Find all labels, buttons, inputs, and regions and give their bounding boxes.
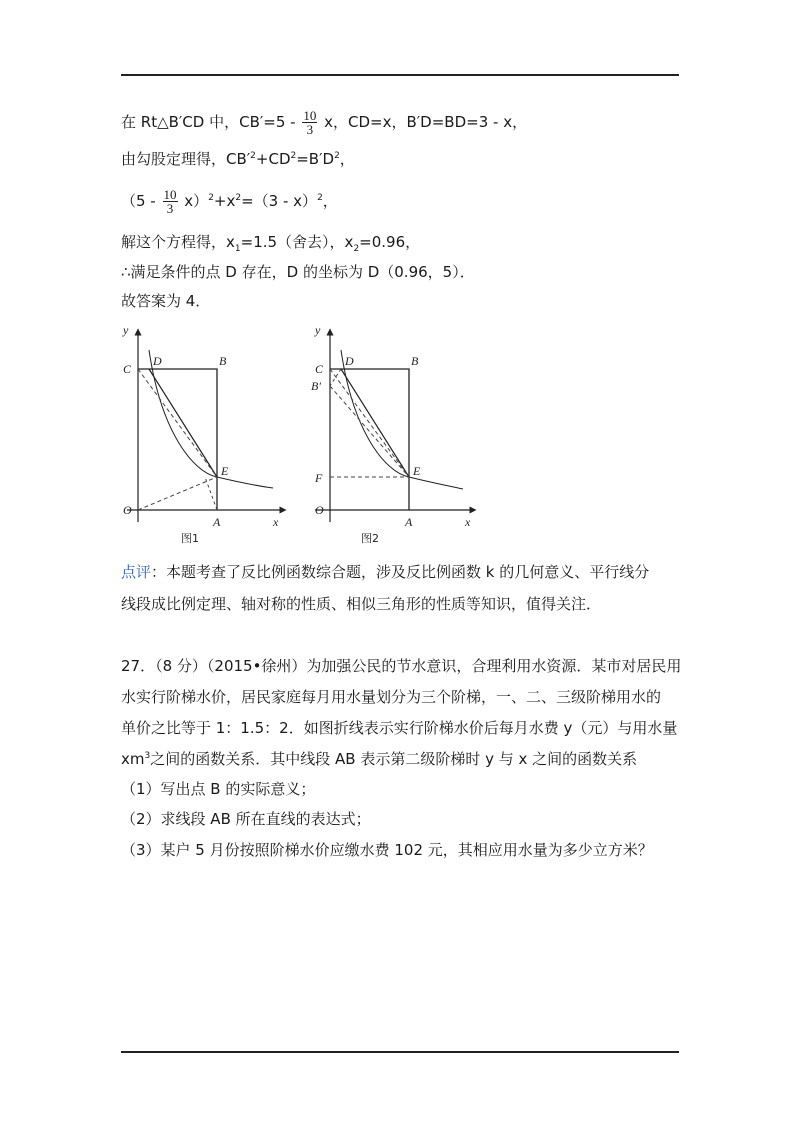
label-x: x (465, 515, 471, 529)
problem-line-2: 水实行阶梯水价，居民家庭每月用水量划分为三个阶梯，一、二、三级阶梯用水的 (121, 688, 662, 706)
exponent: 3 (144, 751, 151, 761)
solution-line-1-part-b: x，CD=x，B′D=BD=3 - x， (324, 113, 528, 131)
question-1: （1）写出点 B 的实际意义； (121, 780, 316, 798)
subscript: 2 (353, 244, 360, 254)
solution-line-2-part-a: 由勾股定理得，CB′ (121, 150, 251, 168)
solution-line-3-part-b: x） (184, 192, 209, 210)
label-a: A (213, 515, 221, 529)
figure-1 (113, 322, 293, 550)
problem-line-1: 27．（8 分）（2015•徐州）为加强公民的节水意识，合理利用水资源．某市对居民用 (121, 657, 682, 675)
question-3: （3）某户 5 月份按照阶梯水价应缴水费 102 元，其相应用水量为多少立方米？ (121, 841, 653, 859)
solution-line-3-part-e: ， (322, 192, 338, 210)
solution-line-4-part-c: =0.96， (359, 233, 421, 251)
figure-2 (301, 322, 481, 550)
dashed-b-prime-e (330, 386, 409, 477)
problem-line-3: 单价之比等于 1：1.5：2．如图折线表示实行阶梯水价后每月水费 y（元）与用水量 (121, 719, 678, 737)
solution-line-2-part-c: =B′D (296, 150, 335, 168)
subscript: 1 (234, 244, 241, 254)
fraction-10-over-3 (163, 188, 178, 215)
dashed-ce (138, 369, 217, 477)
exponent: 2 (235, 193, 242, 203)
dashed-ae (205, 477, 217, 510)
problem-line-4 (121, 749, 637, 769)
solution-line-4-part-a: 解这个方程得，x (121, 233, 235, 251)
solution-line-3-part-a: （5 - (121, 192, 156, 210)
label-y: y (123, 323, 129, 337)
label-a: A (405, 515, 413, 529)
solution-line-2 (121, 149, 355, 169)
exponent: 2 (334, 151, 340, 161)
label-b-prime: B′ (311, 379, 321, 393)
segment-de (341, 369, 409, 477)
solution-line-4-part-b: =1.5（舍去），x (240, 233, 354, 251)
label-y: y (315, 323, 321, 337)
label-o: O (123, 503, 132, 517)
comment-label: 点评 (121, 563, 152, 581)
comment-line-2: 线段成比例定理、轴对称的性质、相似三角形的性质等知识，值得关注． (121, 595, 602, 613)
label-b: B (411, 354, 419, 368)
label-c: C (315, 362, 324, 376)
problem-line-4-part-b: 之间的函数关系．其中线段 AB 表示第二级阶梯时 y 与 x 之间的函数关系 (150, 750, 638, 768)
label-b: B (219, 354, 227, 368)
exponent: 2 (317, 193, 323, 203)
solution-line-3 (121, 188, 338, 215)
footer-rule (121, 1051, 679, 1053)
problem-line-4-part-a: xm (121, 750, 145, 768)
solution-line-3-part-d: =（3 - x） (241, 192, 318, 210)
rectangle-ocba (138, 369, 217, 510)
label-c: C (123, 362, 132, 376)
fraction-denominator: 3 (166, 201, 174, 216)
label-e: E (413, 464, 421, 478)
header-rule (121, 74, 679, 76)
comment-text-1: ：本题考查了反比例函数综合题，涉及反比例函数 k 的几何意义、平行线分 (151, 563, 650, 581)
fraction-denominator: 3 (306, 122, 314, 137)
solution-line-2-part-b: +CD (255, 150, 291, 168)
rectangle-ocba (330, 369, 409, 510)
question-2: （2）求线段 AB 所在直线的表达式； (121, 810, 371, 828)
label-o: O (315, 503, 324, 517)
solution-line-5: ∴满足条件的点 D 存在，D 的坐标为 D（0.96，5）． (121, 263, 475, 281)
solution-line-3-part-c: +x (213, 192, 236, 210)
label-d: D (153, 354, 162, 368)
exponent: 2 (250, 151, 256, 161)
solution-line-1 (121, 109, 527, 136)
solution-line-2-part-d: ， (339, 150, 355, 168)
exponent: 2 (290, 151, 297, 161)
solution-line-4 (121, 232, 420, 252)
solution-line-1-part-a: 在 Rt△B′CD 中，CB′=5 - (121, 113, 296, 131)
exponent: 2 (208, 193, 214, 203)
fraction-numerator: 10 (303, 108, 317, 123)
figure-1-caption: 图1 (181, 532, 199, 545)
figure-2-caption: 图2 (361, 532, 379, 545)
segment-de (149, 369, 217, 477)
fraction-numerator: 10 (163, 187, 177, 202)
label-e: E (221, 464, 229, 478)
comment-line-1 (121, 562, 649, 582)
label-f: F (315, 471, 323, 485)
dashed-ce (330, 369, 409, 477)
dashed-oe (138, 477, 217, 510)
label-x: x (273, 515, 279, 529)
fraction-10-over-3 (302, 109, 317, 136)
label-d: D (345, 354, 354, 368)
solution-line-6: 故答案为 4． (121, 292, 211, 310)
